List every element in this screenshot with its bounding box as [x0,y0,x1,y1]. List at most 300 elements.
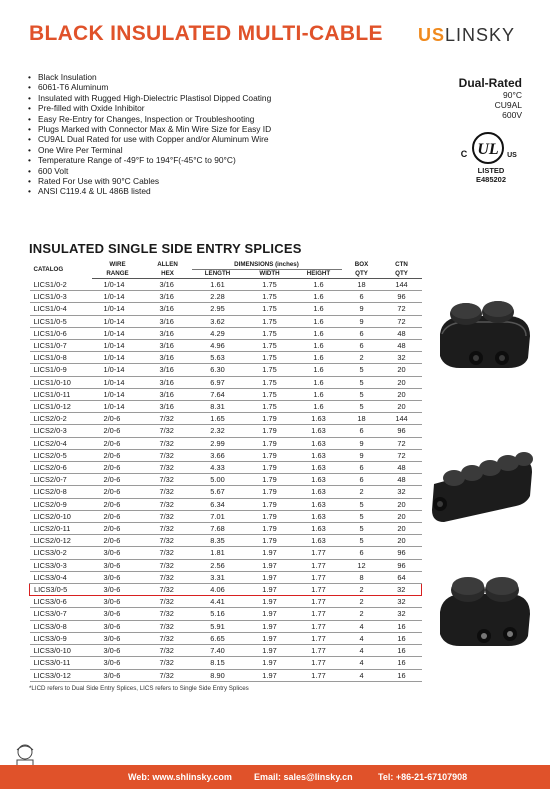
feature-item: • Pre-filled with Oxide Inhibitor [28,103,271,113]
table-cell: 8 [342,571,382,583]
table-cell: 1/0-14 [92,352,144,364]
table-cell: 7.40 [192,645,244,657]
table-cell: 5 [342,364,382,376]
table-cell: 96 [382,425,422,437]
table-cell: 1.63 [296,425,342,437]
table-cell: 1.75 [244,376,296,388]
splice-product-image-3-port [432,572,536,654]
table-cell: 1.77 [296,645,342,657]
table-cell: 7/32 [144,596,192,608]
table-cell: LICS1/0-2 [30,279,92,291]
table-cell: 1/0-14 [92,401,144,413]
table-cell: 9 [342,315,382,327]
table-cell: 96 [382,547,422,559]
table-cell: 3/16 [144,303,192,315]
table-cell: 1.6 [296,376,342,388]
table-cell: 1.81 [192,547,244,559]
table-cell: 1.63 [296,437,342,449]
table-row [30,608,422,620]
table-cell: 1.97 [244,547,296,559]
feature-item: • Black Insulation [28,72,271,82]
footer-bar [0,765,550,789]
table-row [30,425,422,437]
rating-block [459,78,522,120]
table-cell: 4 [342,620,382,632]
table-cell: 32 [382,584,422,596]
table-cell: 64 [382,571,422,583]
table-row [30,315,422,327]
table-cell: 1.65 [192,413,244,425]
table-cell: 16 [382,632,422,644]
table-cell: 1.97 [244,620,296,632]
table-cell: 3/16 [144,388,192,400]
table-cell: 1.97 [244,632,296,644]
table-cell: 7/32 [144,620,192,632]
table-cell: LICS2/0-4 [30,437,92,449]
table-cell: 7/32 [144,584,192,596]
table-cell: 3/0-6 [92,571,144,583]
rating-line: 600V [502,110,522,120]
table-cell: 3/16 [144,327,192,339]
table-cell: 32 [382,608,422,620]
table-row [30,279,422,291]
header-width: WIDTH [244,270,296,279]
table-row [30,413,422,425]
table-cell: LICS1/0-7 [30,340,92,352]
table-cell: 3/0-6 [92,584,144,596]
table-cell: 1.97 [244,645,296,657]
table-cell: 1.75 [244,291,296,303]
table-cell: 1.79 [244,535,296,547]
table-cell: 5.67 [192,486,244,498]
header-wire-range: RANGE [92,270,144,279]
table-cell: 1.97 [244,608,296,620]
table-cell: 5.91 [192,620,244,632]
table-cell: 3/0-6 [92,632,144,644]
ul-listed: LISTED E485202 [476,166,507,184]
section-title: INSULATED SINGLE SIDE ENTRY SPLICES [29,241,302,256]
table-cell: 7/32 [144,462,192,474]
table-cell: 16 [382,657,422,669]
table-cell: 2/0-6 [92,413,144,425]
feature-item: • ANSI C119.4 & UL 486B listed [28,186,271,196]
table-cell: 6 [342,340,382,352]
table-cell: 2/0-6 [92,462,144,474]
table-cell: 6.65 [192,632,244,644]
table-cell: 6.34 [192,498,244,510]
table-cell: 72 [382,449,422,461]
table-cell: 9 [342,449,382,461]
table-cell: 3/16 [144,352,192,364]
table-cell: 1.75 [244,340,296,352]
header-dimensions: DIMENSIONS (inches) [192,261,342,270]
table-cell: 12 [342,559,382,571]
table-cell: 1.79 [244,510,296,522]
table-cell: 3/16 [144,376,192,388]
table-cell: 1.63 [296,474,342,486]
table-cell: 1.97 [244,657,296,669]
table-cell: 1.79 [244,474,296,486]
table-cell: 1.77 [296,669,342,681]
footer-tel: Tel: +86-21-67107908 [378,772,468,782]
table-cell: 1.61 [192,279,244,291]
table-cell: 6 [342,425,382,437]
table-cell: 1/0-14 [92,279,144,291]
table-cell: 48 [382,462,422,474]
table-cell: 48 [382,340,422,352]
table-cell: LICS2/0-8 [30,486,92,498]
table-cell: 1.6 [296,315,342,327]
table-cell: 1/0-14 [92,315,144,327]
table-cell: 3/0-6 [92,608,144,620]
table-cell: 2/0-6 [92,474,144,486]
footer-web[interactable]: Web: www.shlinsky.com [128,772,232,782]
table-cell: 48 [382,474,422,486]
table-row [30,474,422,486]
table-cell: 6.97 [192,376,244,388]
table-cell: 5 [342,401,382,413]
table-cell: 1.77 [296,584,342,596]
ul-text: UL [477,141,499,158]
table-cell: LICS1/0-9 [30,364,92,376]
table-cell: 4 [342,657,382,669]
table-row [30,462,422,474]
table-row [30,632,422,644]
table-cell: LICS1/0-11 [30,388,92,400]
table-cell: 2.32 [192,425,244,437]
header-length: LENGTH [192,270,244,279]
table-cell: 3/16 [144,315,192,327]
table-row [30,535,422,547]
table-row [30,303,422,315]
table-cell: 3.66 [192,449,244,461]
table-cell: 1.6 [296,279,342,291]
table-cell: 2 [342,486,382,498]
table-cell: 144 [382,279,422,291]
table-row [30,486,422,498]
table-cell: 7/32 [144,571,192,583]
table-row [30,388,422,400]
table-cell: 1/0-14 [92,327,144,339]
table-row [30,327,422,339]
header-allen: ALLEN [157,261,178,269]
table-cell: 1.63 [296,498,342,510]
table-row [30,657,422,669]
table-cell: 2/0-6 [92,535,144,547]
table-cell: 8.35 [192,535,244,547]
table-cell: LICS1/0-10 [30,376,92,388]
table-cell: 4.29 [192,327,244,339]
table-cell: 1.79 [244,437,296,449]
table-cell: 1.77 [296,596,342,608]
table-cell: 7/32 [144,645,192,657]
table-cell: LICS3/0-4 [30,571,92,583]
table-cell: 1.97 [244,559,296,571]
table-row [30,449,422,461]
table-cell: 32 [382,352,422,364]
table-cell: 20 [382,388,422,400]
table-row [30,645,422,657]
table-cell: 72 [382,303,422,315]
table-cell: 5 [342,498,382,510]
table-cell: 3/16 [144,279,192,291]
table-cell: 16 [382,620,422,632]
table-cell: LICS3/0-7 [30,608,92,620]
table-cell: 3/16 [144,364,192,376]
table-cell: 2 [342,352,382,364]
table-cell: 1.6 [296,401,342,413]
table-cell: 96 [382,559,422,571]
table-cell: 7.64 [192,388,244,400]
table-cell: 72 [382,437,422,449]
table-cell: 1.6 [296,352,342,364]
table-cell: 3/16 [144,401,192,413]
table-cell: 20 [382,535,422,547]
table-cell: 5.00 [192,474,244,486]
table-row [30,352,422,364]
table-cell: 7/32 [144,437,192,449]
table-cell: LICS3/0-12 [30,669,92,681]
table-cell: LICS3/0-9 [30,632,92,644]
rating-line: CU9AL [494,100,522,110]
table-cell: 7/32 [144,559,192,571]
table-cell: 1.75 [244,401,296,413]
table-cell: 144 [382,413,422,425]
table-cell: 3/0-6 [92,657,144,669]
table-cell: 7.68 [192,523,244,535]
table-cell: 16 [382,645,422,657]
table-row [30,364,422,376]
table-cell: 8.15 [192,657,244,669]
table-cell: 7.01 [192,510,244,522]
table-cell: 1.6 [296,340,342,352]
table-cell: 1.63 [296,413,342,425]
splice-table [29,261,421,682]
table-cell: 1.75 [244,388,296,400]
header-wire: WIRE [109,261,126,269]
table-cell: 32 [382,596,422,608]
table-cell: 3.62 [192,315,244,327]
rating-line: 90°C [503,90,522,100]
table-body [30,279,422,682]
table-row [30,510,422,522]
table-cell: LICS3/0-3 [30,559,92,571]
table-cell: 4 [342,632,382,644]
table-cell: 6 [342,327,382,339]
table-row [30,340,422,352]
table-cell: 7/32 [144,632,192,644]
page-title: BLACK INSULATED MULTI-CABLE [29,22,383,45]
table-cell: 1.77 [296,608,342,620]
table-cell: 1.63 [296,535,342,547]
table-cell: 3/0-6 [92,596,144,608]
table-cell: 5.16 [192,608,244,620]
table-cell: 1.97 [244,596,296,608]
table-cell: 1.79 [244,498,296,510]
table-cell: 1.79 [244,449,296,461]
feature-item: • Temperature Range of -49°F to 194°F(-45°C to 90°C) [28,155,271,165]
feature-list [28,72,271,197]
header-catalog: CATALOG [33,265,64,273]
header-box-qty: QTY [342,270,382,279]
feature-item: • 6061-T6 Aluminum [28,82,271,92]
table-row [30,559,422,571]
footer-email[interactable]: Email: sales@linsky.cn [254,772,353,782]
table-cell: 8.31 [192,401,244,413]
table-cell: 3/16 [144,291,192,303]
table-cell: 2.28 [192,291,244,303]
table-cell: LICS2/0-5 [30,449,92,461]
table-cell: 5 [342,376,382,388]
table-cell: 7/32 [144,449,192,461]
table-cell: 1.97 [244,669,296,681]
table-cell: 1.63 [296,462,342,474]
table-cell: 20 [382,401,422,413]
table-cell: LICS2/0-2 [30,413,92,425]
table-cell: 1.63 [296,486,342,498]
splice-product-image-2-port [432,296,536,374]
table-cell: LICS1/0-12 [30,401,92,413]
table-cell: 7/32 [144,498,192,510]
header-ctn: CTN [395,261,408,269]
table-cell: 2.95 [192,303,244,315]
table-cell: 2/0-6 [92,425,144,437]
table-cell: LICS2/0-6 [30,462,92,474]
table-cell: 1.63 [296,449,342,461]
table-row [30,291,422,303]
feature-item: • Rated For Use with 90°C Cables [28,176,271,186]
table-cell: 2 [342,584,382,596]
table-cell: 7/32 [144,657,192,669]
table-cell: 7/32 [144,413,192,425]
table-cell: 1/0-14 [92,303,144,315]
table-row [30,401,422,413]
table-cell: 3/0-6 [92,645,144,657]
table-cell: 2/0-6 [92,449,144,461]
feature-item: • One Wire Per Terminal [28,145,271,155]
feature-item: • Plugs Marked with Connector Max & Min Wire Size for Easy ID [28,124,271,134]
table-row [30,523,422,535]
table-cell: 7/32 [144,547,192,559]
table-cell: 6.30 [192,364,244,376]
table-cell: 5.63 [192,352,244,364]
table-cell: 20 [382,376,422,388]
table-cell: 3/16 [144,340,192,352]
table-cell: LICS3/0-11 [30,657,92,669]
table-cell: 1.63 [296,510,342,522]
ul-c: C [460,149,468,159]
table-cell: 1.75 [244,279,296,291]
table-cell: 4.41 [192,596,244,608]
table-cell: 1.63 [296,523,342,535]
table-cell: 2.56 [192,559,244,571]
table-cell: 6 [342,291,382,303]
table-cell: 7/32 [144,425,192,437]
table-cell: LICS2/0-10 [30,510,92,522]
table-cell: 6 [342,547,382,559]
table-cell: 6 [342,474,382,486]
table-cell: 4.33 [192,462,244,474]
table-cell: 4 [342,669,382,681]
splice-product-image-5-port [426,438,538,528]
table-cell: 4.06 [192,584,244,596]
table-row [30,547,422,559]
table-cell: 3/0-6 [92,559,144,571]
brand-logo: USLINSKY [418,25,516,45]
table-cell: LICS1/0-5 [30,315,92,327]
table-cell: 1.79 [244,523,296,535]
table-cell: 1/0-14 [92,364,144,376]
table-cell: 1.75 [244,315,296,327]
table-row [30,669,422,681]
table-cell: 7/32 [144,535,192,547]
table-cell: 5 [342,523,382,535]
table-cell: 1.77 [296,632,342,644]
table-cell: 9 [342,437,382,449]
table-cell: 2/0-6 [92,523,144,535]
table-cell: 7/32 [144,486,192,498]
table-cell: 20 [382,498,422,510]
table-cell: 7/32 [144,474,192,486]
table-row [30,584,422,596]
table-cell: 2/0-6 [92,437,144,449]
table-row [30,376,422,388]
table-cell: 7/32 [144,510,192,522]
table-cell: 1.79 [244,425,296,437]
table-cell: 2 [342,596,382,608]
table-cell: LICS1/0-3 [30,291,92,303]
table-cell: 72 [382,315,422,327]
table-cell: 2 [342,608,382,620]
table-cell: 1.6 [296,327,342,339]
table-cell: 1.79 [244,462,296,474]
table-cell: 1.6 [296,291,342,303]
table-cell: 1.6 [296,364,342,376]
table-cell: 1.79 [244,486,296,498]
table-cell: 1.75 [244,352,296,364]
header-height: HEIGHT [296,270,342,279]
table-cell: 3.31 [192,571,244,583]
table-cell: 96 [382,291,422,303]
table-cell: LICS2/0-12 [30,535,92,547]
feature-item: • CU9AL Dual Rated for use with Copper and/or Aluminum Wire [28,134,271,144]
table-cell: LICS3/0-8 [30,620,92,632]
table-cell: 16 [382,669,422,681]
table-cell: 1.77 [296,559,342,571]
table-cell: 1/0-14 [92,340,144,352]
table-cell: 7/32 [144,608,192,620]
table-cell: 1.75 [244,364,296,376]
table-cell: 9 [342,303,382,315]
table-cell: LICS2/0-7 [30,474,92,486]
table-cell: 48 [382,327,422,339]
table-cell: 1.77 [296,620,342,632]
table-row [30,498,422,510]
table-cell: 18 [342,279,382,291]
feature-item: • Insulated with Rugged High-Dielectric Plastisol Dipped Coating [28,93,271,103]
table-cell: 2.99 [192,437,244,449]
table-cell: 1.77 [296,571,342,583]
table-cell: 2/0-6 [92,498,144,510]
table-cell: 3/0-6 [92,620,144,632]
table-cell: LICS3/0-2 [30,547,92,559]
table-cell: 2/0-6 [92,486,144,498]
table-cell: 1.75 [244,327,296,339]
header-ctn-qty: QTY [382,270,422,279]
table-cell: 1/0-14 [92,388,144,400]
table-cell: 5 [342,535,382,547]
ul-us: US [507,152,517,159]
